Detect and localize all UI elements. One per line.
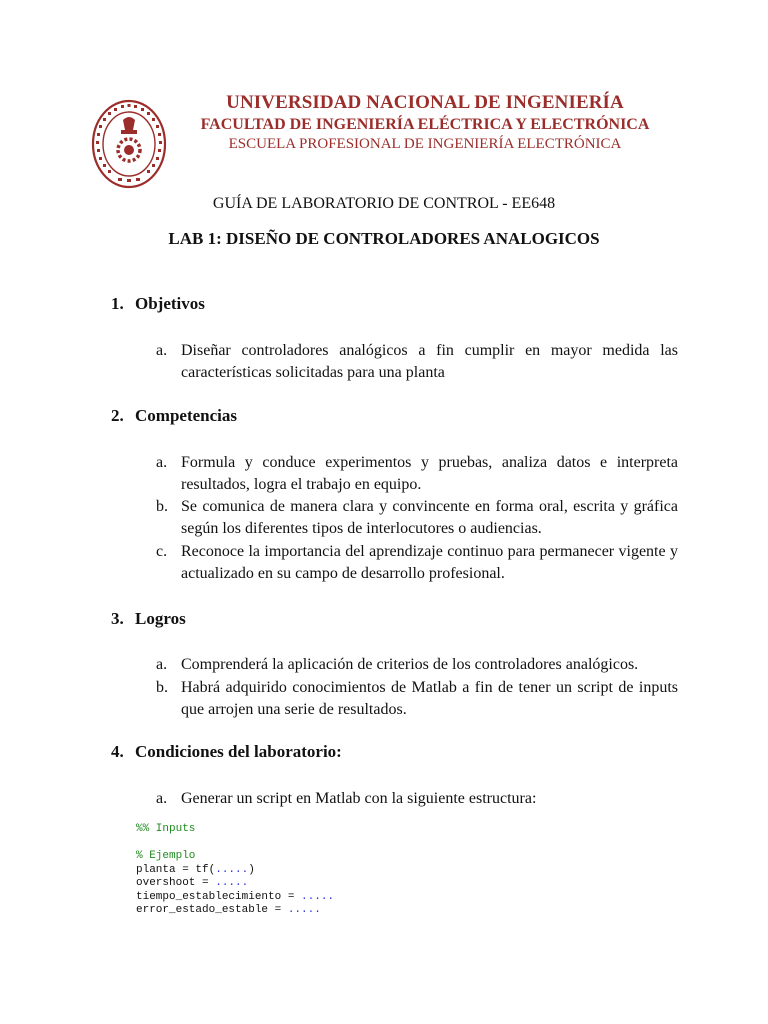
list-item — [156, 496, 678, 540]
code-line-value: ..... — [287, 904, 321, 916]
item-text: Habrá adquirido conocimientos de Matlab a fin de tener un script de inputs que arrojen una serie de resultados. — [181, 679, 678, 718]
code-line-name: overshoot = — [136, 877, 216, 889]
section-number: 3. — [111, 609, 124, 628]
list-item — [156, 541, 678, 585]
code-line-name: planta = tf( — [136, 863, 216, 876]
item-text: Reconoce la importancia del aprendizaje continuo para permanecer vigente y actualizado en su campo de desarrollo profesional. — [181, 543, 678, 582]
section-title-text: Objetivos — [135, 294, 205, 313]
code-line-value: ..... — [215, 863, 249, 876]
item-label: a. — [156, 342, 168, 359]
item-label: b. — [156, 498, 168, 515]
item-label: a. — [156, 454, 168, 471]
section-number: 4. — [111, 742, 124, 761]
item-text: Generar un script en Matlab con la siguiente estructura: — [181, 790, 537, 807]
section-heading — [111, 406, 237, 426]
section-title-text: Competencias — [135, 406, 237, 425]
list-item — [156, 452, 678, 496]
code-example-comment: % Ejemplo — [136, 850, 196, 862]
item-label: a. — [156, 790, 168, 807]
list-item — [156, 340, 678, 384]
code-line-name: error_estado_estable = — [136, 904, 288, 916]
item-text: Formula y conduce experimentos y pruebas, analiza datos e interpreta resultados, logra el trabajo en equipo. — [181, 454, 678, 493]
section-heading — [111, 609, 186, 629]
guide-title: GUÍA DE LABORATORIO DE CONTROL - EE648 — [212, 195, 556, 212]
section-heading — [111, 294, 205, 314]
university-name: UNIVERSIDAD NACIONAL DE INGENIERÍA — [226, 92, 624, 113]
section-title-text: Condiciones del laboratorio: — [135, 742, 342, 761]
item-label: b. — [156, 679, 168, 696]
section-number: 1. — [111, 294, 124, 313]
section-title-text: Logros — [135, 609, 186, 628]
code-line-value: ..... — [301, 890, 335, 903]
section-number: 2. — [111, 406, 124, 425]
code-line-value: ..... — [215, 877, 249, 889]
code-section-comment: %% Inputs — [136, 823, 196, 835]
list-item — [156, 654, 678, 676]
code-line-suffix: ) — [248, 863, 255, 876]
section-heading — [111, 742, 342, 762]
list-item — [156, 788, 678, 810]
code-block — [136, 823, 334, 918]
university-seal-logo — [90, 98, 168, 190]
list-item — [156, 677, 678, 721]
school-name: ESCUELA PROFESIONAL DE INGENIERÍA ELECTRÓNICA — [228, 136, 622, 152]
lab-title: LAB 1: DISEÑO DE CONTROLADORES ANALOGICOS — [168, 229, 600, 248]
item-text: Comprenderá la aplicación de criterios de los controladores analógicos. — [181, 656, 639, 673]
item-label: a. — [156, 656, 168, 673]
code-line-name: tiempo_establecimiento = — [136, 890, 302, 903]
item-text: Se comunica de manera clara y convincente en forma oral, escrita y gráfica según los diferentes tipos de interlocutores o audiencias. — [181, 498, 678, 537]
item-label: c. — [156, 543, 168, 560]
faculty-name: FACULTAD DE INGENIERÍA ELÉCTRICA Y ELECTRÓNICA — [200, 116, 650, 133]
item-text: Diseñar controladores analógicos a fin cumplir en mayor medida las características solicitadas para una planta — [181, 342, 678, 381]
